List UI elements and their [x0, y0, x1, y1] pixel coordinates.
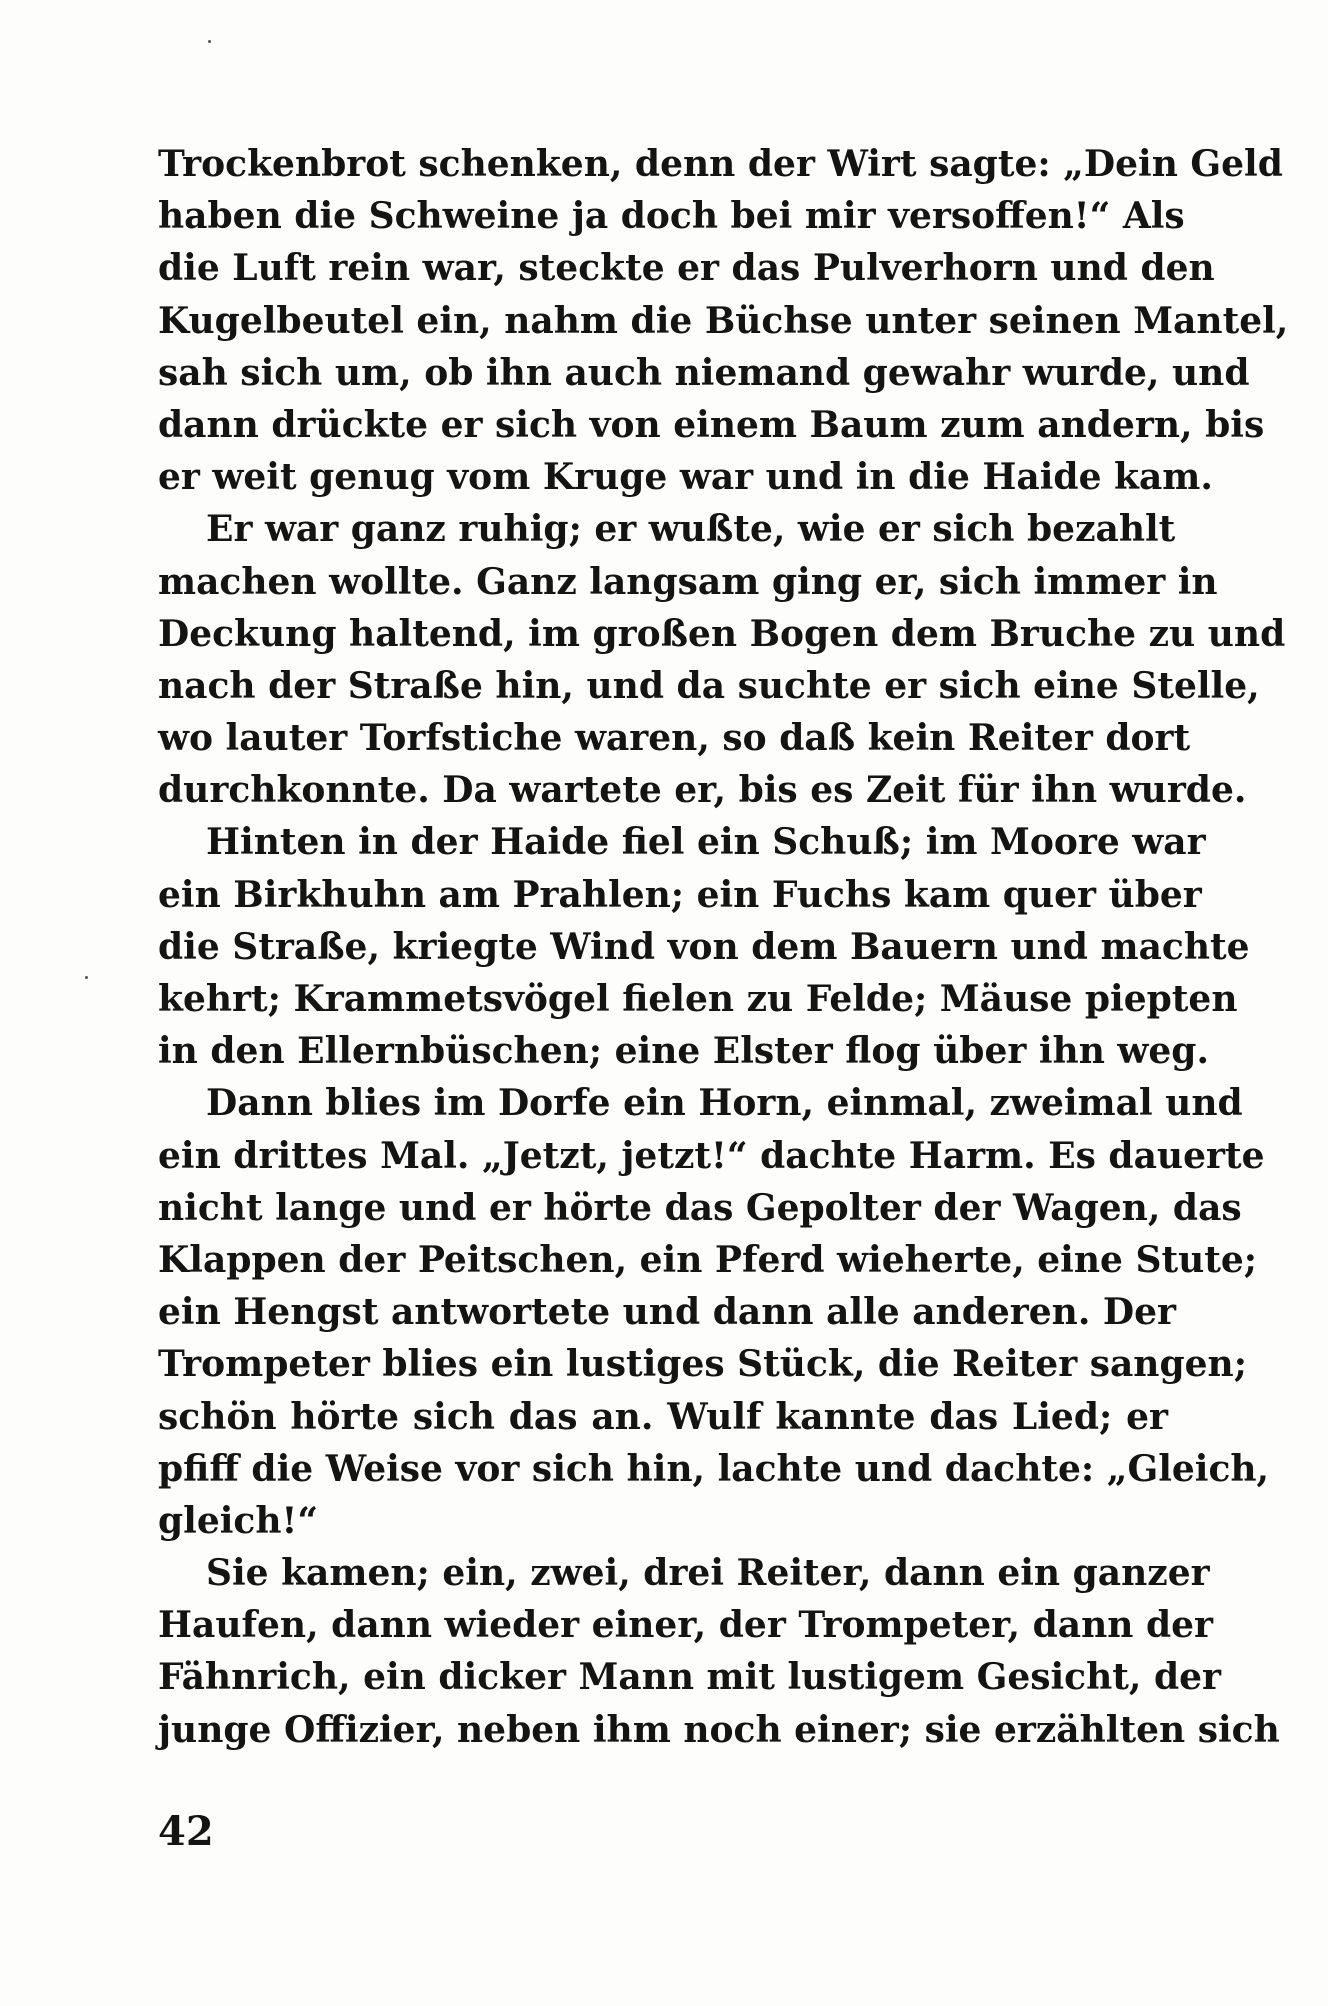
body-text	[158, 138, 1289, 1756]
paragraph-1	[158, 138, 1289, 503]
text-line: Haufen, dann wieder einer, der Trompeter, dann der	[158, 1604, 1214, 1647]
print-speck	[208, 40, 211, 43]
text-line: machen wollte. Ganz langsam ging er, sich immer in	[158, 560, 1218, 603]
text-line: Sie kamen; ein, zwei, drei Reiter, dann ein ganzer	[206, 1552, 1210, 1595]
text-line: ein Hengst antwortete und dann alle anderen. Der	[158, 1291, 1177, 1334]
text-line: die Luft rein war, steckte er das Pulverhorn und den	[158, 247, 1215, 290]
text-line: Er war ganz ruhig; er wußte, wie er sich bezahlt	[206, 508, 1176, 551]
text-line: Trockenbrot schenken, denn der Wirt sagte: „Dein Geld	[158, 143, 1283, 185]
text-line: haben die Schweine ja doch bei mir versoffen!“ Als	[158, 195, 1185, 238]
paragraph-2	[158, 503, 1286, 816]
print-speck	[85, 976, 88, 979]
text-line: kehrt; Krammetsvögel fielen zu Felde; Mäuse piepten	[158, 978, 1238, 1020]
paragraph-5	[158, 1547, 1280, 1756]
text-line: in den Ellernbüschen; eine Elster flog über ihn weg.	[158, 1030, 1210, 1073]
text-line: gleich!“	[158, 1499, 319, 1542]
text-line: ein Birkhuhn am Prahlen; ein Fuchs kam quer über	[158, 873, 1202, 916]
text-line: nicht lange und er hörte das Gepolter der Wagen, das	[158, 1186, 1242, 1229]
paragraph-4	[158, 1077, 1270, 1547]
text-line: Klappen der Peitschen, ein Pferd wieherte, eine Stute;	[158, 1238, 1258, 1281]
text-line: Dann blies im Dorfe ein Horn, einmal, zweimal und	[206, 1082, 1243, 1125]
text-line: er weit genug vom Kruge war und in die Haide kam.	[158, 456, 1213, 499]
text-line: wo lauter Torfstiche waren, so daß kein Reiter dort	[158, 717, 1191, 760]
text-line: dann drückte er sich von einem Baum zum andern, bis	[158, 403, 1265, 446]
text-line: junge Offizier, neben ihm noch einer; sie erzählten sich	[158, 1708, 1280, 1751]
text-line: Hinten in der Haide fiel ein Schuß; im Moore war	[206, 821, 1206, 864]
text-line: durchkonnte. Da wartete er, bis es Zeit für ihn wurde.	[158, 769, 1247, 812]
text-line: nach der Straße hin, und da suchte er sich eine Stelle,	[158, 664, 1260, 707]
page-number: 42	[158, 1808, 214, 1855]
text-line: Deckung haltend, im großen Bogen dem Bruche zu und	[158, 612, 1286, 655]
text-line: Fähnrich, ein dicker Mann mit lustigem Gesicht, der	[158, 1656, 1222, 1699]
text-line: die Straße, kriegte Wind von dem Bauern und machte	[158, 925, 1250, 968]
text-line: ein drittes Mal. „Jetzt, jetzt!“ dachte Harm. Es dauerte	[158, 1134, 1265, 1177]
text-line: pfiff die Weise vor sich hin, lachte und dachte: „Gleich,	[158, 1447, 1270, 1490]
text-line: sah sich um, ob ihn auch niemand gewahr wurde, und	[158, 351, 1250, 394]
text-line: Trompeter blies ein lustiges Stück, die Reiter sangen;	[158, 1343, 1248, 1386]
text-line: Kugelbeutel ein, nahm die Büchse unter seinen Mantel,	[158, 299, 1289, 342]
text-line: schön hörte sich das an. Wulf kannte das Lied; er	[158, 1395, 1168, 1438]
paragraph-3	[158, 816, 1250, 1077]
